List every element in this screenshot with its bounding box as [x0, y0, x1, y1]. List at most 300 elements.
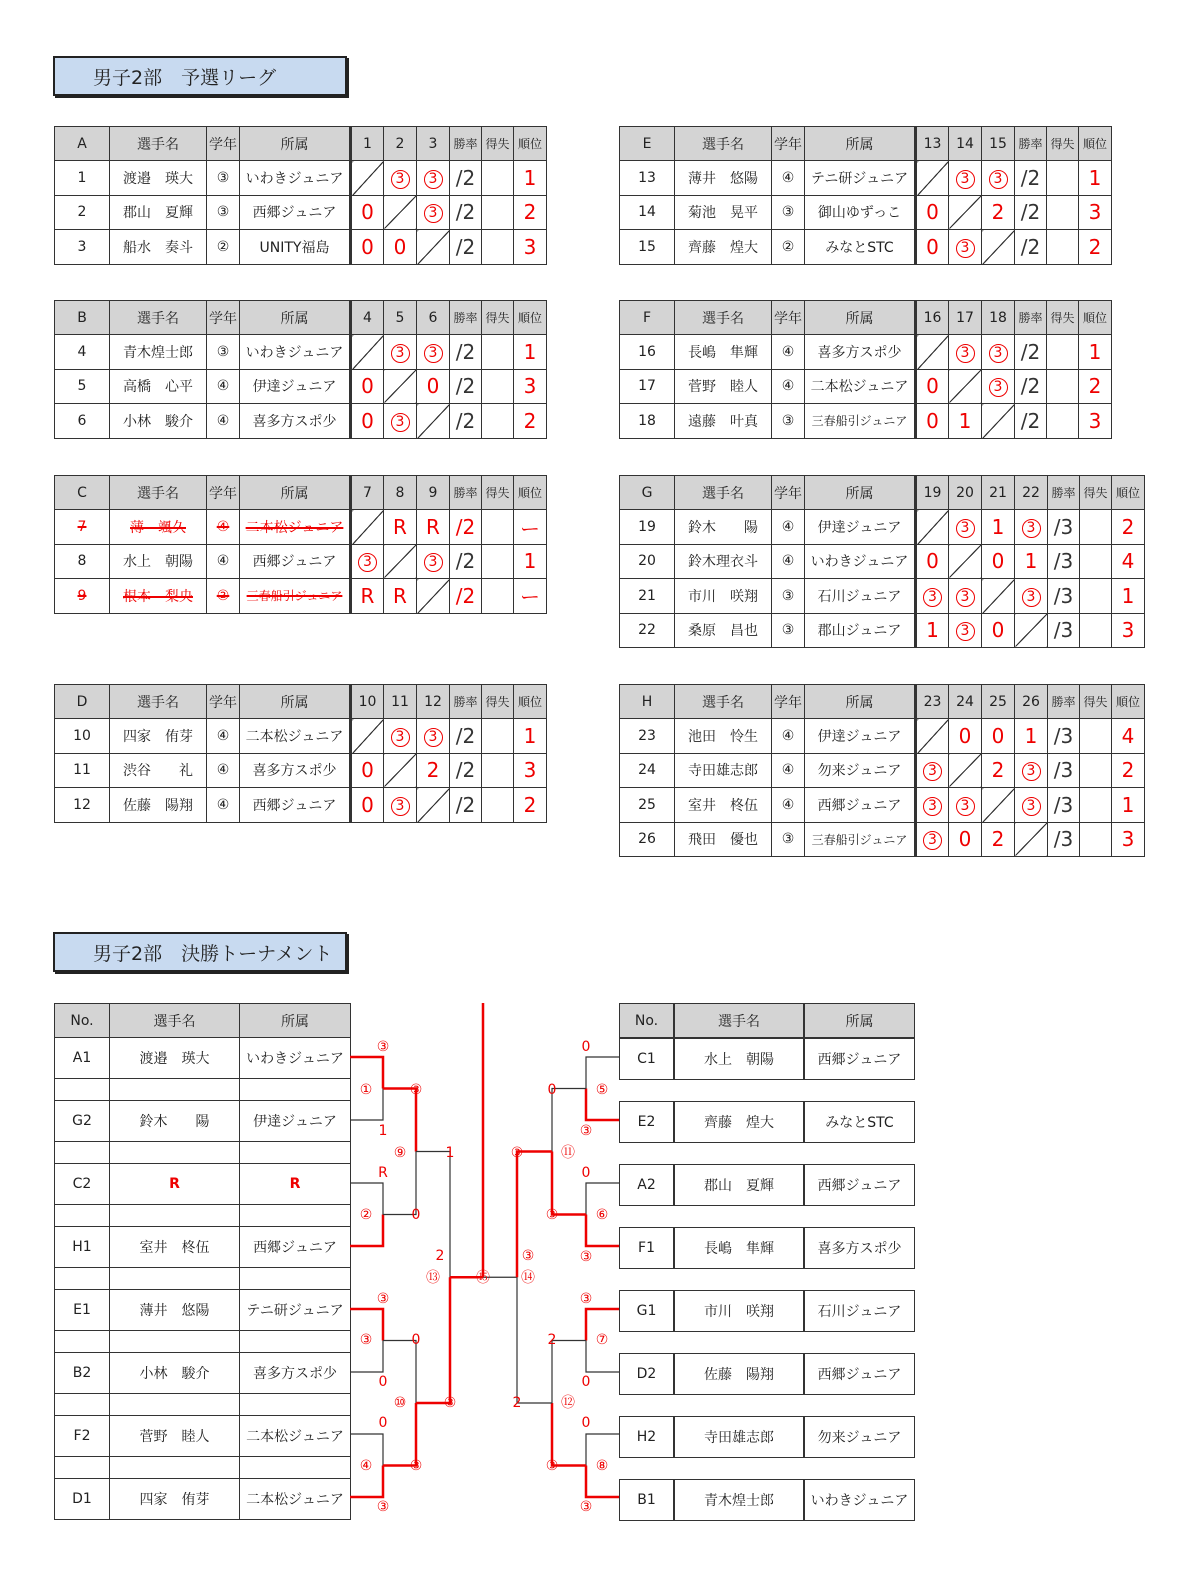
player-grade: ④: [772, 369, 805, 403]
header-points: 得失: [482, 301, 514, 335]
win-mark: 3: [956, 588, 975, 607]
score-bottom: ③: [409, 1458, 423, 1474]
header-winrate: 勝率: [450, 301, 482, 335]
match-result: 1: [949, 404, 982, 438]
player-no: 1: [55, 161, 110, 195]
entry-name: 青木煌士郎: [674, 1479, 804, 1521]
player-grade: ④: [207, 753, 240, 787]
header-match-col: 19: [916, 476, 949, 510]
score-top: 0: [581, 1039, 591, 1055]
header-match-col: 2: [384, 127, 417, 161]
score-bottom: ③: [579, 1249, 593, 1265]
win-rate: /2: [1015, 369, 1047, 403]
player-team: 喜多方スポ少: [240, 404, 351, 438]
rank: 3: [1079, 404, 1112, 438]
win-mark: 3: [923, 762, 942, 781]
header-winrate: 勝率: [1015, 127, 1047, 161]
bracket-line: [383, 1403, 416, 1466]
win-mark: 3: [956, 344, 975, 363]
score-bottom: 0: [411, 1207, 421, 1223]
match-id: ⑮: [476, 1270, 490, 1286]
player-grade: ④: [207, 369, 240, 403]
match-result: 0: [916, 544, 949, 578]
header-winrate: 勝率: [450, 476, 482, 510]
win-mark: 3: [424, 204, 443, 223]
match-result: 2: [982, 195, 1015, 229]
rank: 2: [514, 788, 547, 822]
entry-seed: H2: [619, 1416, 674, 1458]
match-result: 1: [1015, 544, 1048, 578]
entry-name: 室井 柊伍: [110, 1227, 240, 1268]
match-result: 0: [982, 613, 1015, 647]
win-mark: 3: [956, 797, 975, 816]
rank: 1: [514, 719, 547, 753]
player-team: 二本松ジュニア: [805, 369, 916, 403]
entry-name: 齊藤 煌大: [674, 1101, 804, 1143]
match-id: ⑪: [561, 1145, 575, 1161]
player-no: 23: [620, 719, 675, 753]
entry-team: 石川ジュニア: [804, 1290, 915, 1332]
win-rate: /3: [1048, 822, 1080, 856]
header-match-col: 6: [417, 301, 450, 335]
entry-team: 二本松ジュニア: [240, 1479, 351, 1520]
score-top: 0: [411, 1332, 421, 1348]
player-name: 船水 奏斗: [110, 230, 207, 264]
player-no: 26: [620, 822, 675, 856]
header-match-col: 3: [417, 127, 450, 161]
entry-name: 長嶋 隼輝: [674, 1227, 804, 1269]
win-mark: 3: [956, 519, 975, 538]
rank: 2: [514, 404, 547, 438]
score-label: ③: [443, 1395, 457, 1411]
win-rate: /2: [450, 719, 482, 753]
header-match-col: 24: [949, 685, 982, 719]
player-no: 20: [620, 544, 675, 578]
header-match-col: 26: [1015, 685, 1048, 719]
header-name: 選手名: [110, 1004, 240, 1038]
rank: 3: [514, 369, 547, 403]
league-title: 男子2部 予選リーグ: [53, 56, 347, 96]
header-grade: 学年: [207, 476, 240, 510]
header-team: 所属: [805, 127, 916, 161]
player-no: 10: [55, 719, 110, 753]
win-mark: 3: [424, 170, 443, 189]
match-id: ⑩: [393, 1395, 407, 1411]
win-rate: /3: [1048, 719, 1080, 753]
player-name: 池田 怜生: [675, 719, 772, 753]
player-team: 喜多方スポ少: [240, 753, 351, 787]
header-team: 所属: [240, 1004, 351, 1038]
header-grade: 学年: [772, 476, 805, 510]
player-name: 根本 梨央: [110, 579, 207, 613]
win-rate: /2: [1015, 195, 1047, 229]
score-top: R: [378, 1165, 388, 1181]
header-match-col: 20: [949, 476, 982, 510]
rank: 1: [514, 544, 547, 578]
win-rate: /2: [1015, 161, 1047, 195]
win-rate: /2: [450, 404, 482, 438]
win-mark: 3: [391, 413, 410, 432]
player-team: 伊達ジュニア: [240, 369, 351, 403]
entry-name: 薄井 悠陽: [110, 1290, 240, 1331]
entry-name: 四家 侑芽: [110, 1479, 240, 1520]
header-rank: 順位: [1079, 301, 1112, 335]
entry-team: 西郷ジュニア: [804, 1164, 915, 1206]
entry-team: 喜多方スポ少: [240, 1353, 351, 1394]
entry-name: 小林 駿介: [110, 1353, 240, 1394]
player-name: 市川 咲翔: [675, 579, 772, 613]
player-grade: ③: [772, 613, 805, 647]
entry-seed: A2: [619, 1164, 674, 1206]
player-team: 喜多方スポ少: [805, 335, 916, 369]
match-id: ①: [359, 1082, 373, 1098]
rank: 2: [1112, 510, 1145, 544]
rank: 3: [1112, 822, 1145, 856]
entry-team: いわきジュニア: [804, 1479, 915, 1521]
entry-name: 鈴木 陽: [110, 1101, 240, 1142]
header-name: 選手名: [110, 685, 207, 719]
player-name: 小林 駿介: [110, 404, 207, 438]
player-grade: ②: [207, 230, 240, 264]
player-name: 四家 侑芽: [110, 719, 207, 753]
player-grade: ④: [207, 510, 240, 544]
entry-seed: G2: [55, 1101, 110, 1142]
header-rank: 順位: [514, 685, 547, 719]
header-team: 所属: [240, 476, 351, 510]
player-name: 渡邉 瑛大: [110, 161, 207, 195]
rank: 1: [514, 161, 547, 195]
player-grade: ③: [772, 579, 805, 613]
match-result: 0: [351, 753, 384, 787]
header-grade: 学年: [772, 301, 805, 335]
score-bottom: ③: [579, 1499, 593, 1515]
player-no: 15: [620, 230, 675, 264]
score-top: 1: [445, 1145, 455, 1161]
match-result: 0: [916, 404, 949, 438]
header-match-col: 12: [417, 685, 450, 719]
match-id: ⑨: [393, 1145, 407, 1161]
rank: 2: [1079, 230, 1112, 264]
entry-name: 菅野 睦人: [110, 1416, 240, 1457]
player-team: 三春船引ジュニア: [240, 579, 351, 613]
player-grade: ④: [772, 335, 805, 369]
player-team: 伊達ジュニア: [805, 719, 916, 753]
header-team: 所属: [240, 685, 351, 719]
player-grade: ③: [772, 404, 805, 438]
player-grade: ③: [772, 195, 805, 229]
header-rank: 順位: [1079, 127, 1112, 161]
win-mark: 3: [923, 831, 942, 850]
player-team: いわきジュニア: [240, 335, 351, 369]
player-name: 渋谷 礼: [110, 753, 207, 787]
score-top: ③: [579, 1291, 593, 1307]
player-no: 13: [620, 161, 675, 195]
player-name: 鈴木 陽: [675, 510, 772, 544]
win-rate: /2: [450, 230, 482, 264]
match-id: ⑫: [561, 1395, 575, 1411]
header-match-col: 13: [916, 127, 949, 161]
player-team: 御山ゆずっこ: [805, 195, 916, 229]
score-top: 0: [547, 1082, 557, 1098]
win-mark: 3: [989, 344, 1008, 363]
rank: ー: [514, 510, 547, 544]
entry-team: 西郷ジュニア: [804, 1353, 915, 1395]
rank: 4: [1112, 719, 1145, 753]
match-id: ⑧: [595, 1458, 609, 1474]
player-no: 9: [55, 579, 110, 613]
player-grade: ③: [207, 161, 240, 195]
header-points: 得失: [482, 685, 514, 719]
entry-seed: F2: [55, 1416, 110, 1457]
score-top: ③: [409, 1082, 423, 1098]
header-no: No.: [619, 1003, 674, 1038]
header-match-col: 25: [982, 685, 1015, 719]
win-mark: 3: [989, 170, 1008, 189]
header-rank: 順位: [514, 476, 547, 510]
entry-name: 寺田雄志郎: [674, 1416, 804, 1458]
header-match-col: 9: [417, 476, 450, 510]
header-name: 選手名: [110, 476, 207, 510]
header-match-col: 18: [982, 301, 1015, 335]
group-label: B: [55, 301, 110, 335]
win-mark: 3: [424, 728, 443, 747]
player-name: 遠藤 叶真: [675, 404, 772, 438]
entry-seed: E2: [619, 1101, 674, 1143]
win-mark: 3: [956, 622, 975, 641]
header-grade: 学年: [207, 301, 240, 335]
win-mark: 3: [1022, 797, 1041, 816]
score-top: 0: [581, 1415, 591, 1431]
player-grade: ④: [772, 753, 805, 787]
group-label: G: [620, 476, 675, 510]
win-rate: /2: [450, 579, 482, 613]
header-match-col: 22: [1015, 476, 1048, 510]
rank: 3: [514, 230, 547, 264]
player-name: 薄 颯久: [110, 510, 207, 544]
match-result: 0: [949, 719, 982, 753]
rank: 1: [1112, 788, 1145, 822]
header-no: No.: [55, 1004, 110, 1038]
win-mark: 3: [1022, 762, 1041, 781]
player-grade: ④: [207, 544, 240, 578]
win-mark: 3: [391, 728, 410, 747]
player-no: 14: [620, 195, 675, 229]
player-team: 石川ジュニア: [805, 579, 916, 613]
rank: 4: [1112, 544, 1145, 578]
match-result: 0: [916, 230, 949, 264]
score-bottom: 2: [512, 1395, 522, 1411]
player-grade: ②: [772, 230, 805, 264]
player-team: テニ研ジュニア: [805, 161, 916, 195]
entry-seed: D2: [619, 1353, 674, 1395]
win-mark: 3: [391, 170, 410, 189]
player-grade: ④: [207, 404, 240, 438]
header-grade: 学年: [207, 685, 240, 719]
player-name: 室井 柊伍: [675, 788, 772, 822]
win-rate: /3: [1048, 579, 1080, 613]
player-name: 青木煌士郎: [110, 335, 207, 369]
match-result: R: [384, 510, 417, 544]
win-mark: 3: [989, 378, 1008, 397]
player-grade: ②: [207, 579, 240, 613]
entry-seed: F1: [619, 1227, 674, 1269]
player-team: 西郷ジュニア: [240, 788, 351, 822]
entry-team: 西郷ジュニア: [804, 1038, 915, 1080]
player-name: 佐藤 陽翔: [110, 788, 207, 822]
player-no: 19: [620, 510, 675, 544]
header-winrate: 勝率: [1048, 476, 1080, 510]
match-result: R: [351, 579, 384, 613]
win-rate: /2: [1015, 230, 1047, 264]
match-result: 0: [351, 788, 384, 822]
match-id: ⑭: [521, 1270, 535, 1286]
player-name: 飛田 優也: [675, 822, 772, 856]
match-id: ⑥: [595, 1207, 609, 1223]
score-top: ③: [376, 1039, 390, 1055]
entry-team: みなとSTC: [804, 1101, 915, 1143]
player-team: 郡山ジュニア: [805, 613, 916, 647]
entry-seed: A1: [55, 1038, 110, 1079]
match-result: 1: [982, 510, 1015, 544]
entry-seed: B1: [619, 1479, 674, 1521]
score-top: 0: [378, 1415, 388, 1431]
win-mark: 3: [358, 553, 377, 572]
entry-team: 二本松ジュニア: [240, 1416, 351, 1457]
group-label: H: [620, 685, 675, 719]
header-team: 所属: [805, 476, 916, 510]
tournament-title: 男子2部 決勝トーナメント: [53, 932, 347, 972]
entry-team: R: [240, 1164, 351, 1205]
player-name: 長嶋 隼輝: [675, 335, 772, 369]
match-result: 0: [982, 719, 1015, 753]
entry-seed: E1: [55, 1290, 110, 1331]
win-rate: /2: [450, 788, 482, 822]
player-grade: ④: [772, 510, 805, 544]
win-mark: 3: [391, 797, 410, 816]
player-team: いわきジュニア: [240, 161, 351, 195]
win-rate: /2: [1015, 335, 1047, 369]
match-result: 0: [417, 369, 450, 403]
match-result: 0: [916, 195, 949, 229]
header-grade: 学年: [772, 685, 805, 719]
win-mark: 3: [923, 588, 942, 607]
match-result: 2: [982, 822, 1015, 856]
score-bottom: 0: [581, 1374, 591, 1390]
match-result: 0: [351, 404, 384, 438]
entry-team: 伊達ジュニア: [240, 1101, 351, 1142]
match-result: 0: [982, 544, 1015, 578]
rank: 2: [514, 195, 547, 229]
score-bottom: ③: [579, 1123, 593, 1139]
win-mark: 3: [956, 170, 975, 189]
player-team: 勿来ジュニア: [805, 753, 916, 787]
win-rate: /2: [450, 369, 482, 403]
header-team: 所属: [240, 301, 351, 335]
win-rate: /2: [450, 195, 482, 229]
score-bottom: ③: [545, 1458, 559, 1474]
entry-name: 郡山 夏輝: [674, 1164, 804, 1206]
win-rate: /2: [450, 753, 482, 787]
player-team: 西郷ジュニア: [805, 788, 916, 822]
win-rate: /3: [1048, 613, 1080, 647]
entry-seed: G1: [619, 1290, 674, 1332]
entry-seed: C1: [619, 1038, 674, 1080]
header-team: 所属: [804, 1003, 915, 1038]
entry-team: 西郷ジュニア: [240, 1227, 351, 1268]
player-no: 3: [55, 230, 110, 264]
player-no: 5: [55, 369, 110, 403]
header-points: 得失: [1080, 476, 1112, 510]
player-no: 17: [620, 369, 675, 403]
entry-seed: H1: [55, 1227, 110, 1268]
entry-seed: D1: [55, 1479, 110, 1520]
match-result: 2: [982, 753, 1015, 787]
match-result: 1: [916, 613, 949, 647]
rank: 3: [1112, 613, 1145, 647]
match-id: ④: [359, 1458, 373, 1474]
match-result: R: [417, 510, 450, 544]
header-winrate: 勝率: [1015, 301, 1047, 335]
header-match-col: 8: [384, 476, 417, 510]
player-team: 西郷ジュニア: [240, 544, 351, 578]
header-match-col: 7: [351, 476, 384, 510]
header-team: 所属: [805, 301, 916, 335]
entry-seed: C2: [55, 1164, 110, 1205]
score-top: ③: [510, 1145, 524, 1161]
header-name: 選手名: [110, 127, 207, 161]
player-grade: ④: [207, 719, 240, 753]
header-winrate: 勝率: [450, 685, 482, 719]
score-bottom: ②: [359, 1207, 373, 1223]
group-label: F: [620, 301, 675, 335]
player-grade: ③: [772, 822, 805, 856]
player-name: 菅野 睦人: [675, 369, 772, 403]
match-id: ⑬: [426, 1270, 440, 1286]
header-match-col: 10: [351, 685, 384, 719]
header-match-col: 16: [916, 301, 949, 335]
player-grade: ④: [772, 161, 805, 195]
header-match-col: 4: [351, 301, 384, 335]
player-no: 11: [55, 753, 110, 787]
match-result: 0: [351, 230, 384, 264]
player-team: 二本松ジュニア: [240, 719, 351, 753]
score-top: ③: [376, 1291, 390, 1307]
score-top: 2: [547, 1332, 557, 1348]
score-bottom: ③: [545, 1207, 559, 1223]
win-rate: /3: [1048, 510, 1080, 544]
player-team: 西郷ジュニア: [240, 195, 351, 229]
player-name: 齊藤 煌大: [675, 230, 772, 264]
win-rate: /3: [1048, 544, 1080, 578]
header-match-col: 1: [351, 127, 384, 161]
player-no: 21: [620, 579, 675, 613]
entry-name: 市川 咲翔: [674, 1290, 804, 1332]
player-team: 伊達ジュニア: [805, 510, 916, 544]
score-top: 0: [581, 1165, 591, 1181]
player-no: 16: [620, 335, 675, 369]
header-name: 選手名: [110, 301, 207, 335]
win-rate: /2: [450, 510, 482, 544]
group-label: E: [620, 127, 675, 161]
player-no: 8: [55, 544, 110, 578]
group-label: C: [55, 476, 110, 510]
bracket-line: [552, 1403, 586, 1466]
player-no: 24: [620, 753, 675, 787]
rank: 1: [1079, 335, 1112, 369]
match-result: 0: [351, 195, 384, 229]
header-points: 得失: [482, 476, 514, 510]
rank: 3: [514, 753, 547, 787]
